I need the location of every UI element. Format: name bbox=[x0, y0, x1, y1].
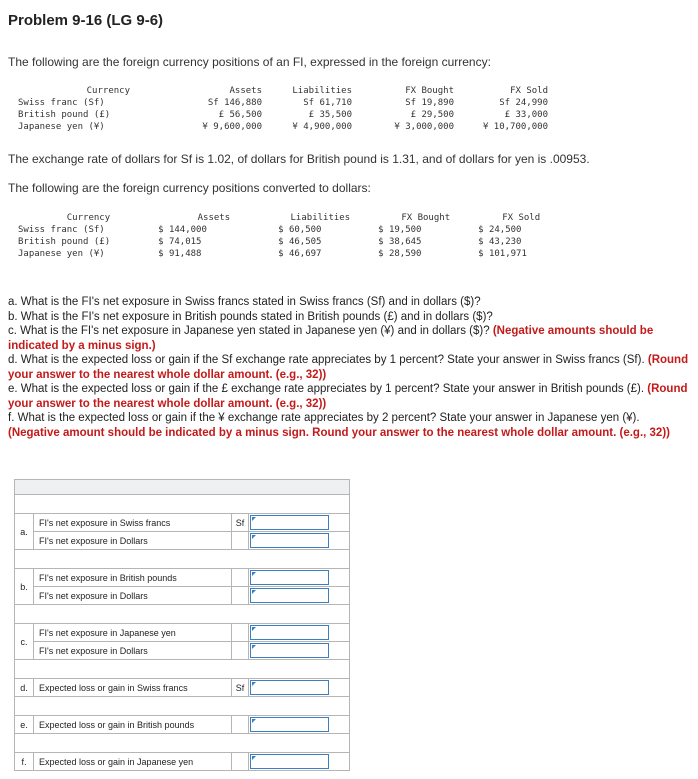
answer-label: FI's net exposure in British pounds bbox=[34, 569, 232, 587]
cell bbox=[450, 248, 540, 260]
table-row bbox=[18, 224, 540, 236]
question-e bbox=[8, 382, 692, 411]
answer-label: FI's net exposure in Japanese yen bbox=[34, 624, 232, 642]
cell-text: $ 38,645 bbox=[378, 237, 422, 247]
row-letter: a. bbox=[15, 514, 34, 550]
cell-text: $ 91,488 bbox=[158, 249, 202, 259]
cell: ¥ 3,000,000 bbox=[394, 122, 454, 132]
spacer-cell bbox=[15, 495, 350, 514]
col-fx-sold: FX Sold bbox=[502, 213, 541, 223]
currency-symbol: Sf bbox=[232, 679, 249, 697]
row-letter: b. bbox=[15, 569, 34, 605]
question-e-instruction: (Round your answer to the nearest whole dollar amount. (e.g., 32)) bbox=[8, 383, 688, 410]
table-header-row bbox=[18, 212, 540, 224]
col-liabilities: Liabilities bbox=[292, 86, 352, 96]
currency-symbol: Sf bbox=[232, 514, 249, 532]
col-assets: Assets bbox=[229, 86, 262, 96]
question-f bbox=[8, 411, 692, 440]
table-row bbox=[18, 121, 548, 133]
intro-text: The following are the foreign currency positions of an FI, expressed in the foreign currency: bbox=[8, 55, 491, 69]
cell: Japanese yen (¥) bbox=[18, 249, 105, 259]
spacer-cell bbox=[15, 697, 350, 716]
currency-cell bbox=[232, 753, 249, 771]
cell-text: $ 144,000 bbox=[158, 225, 207, 235]
spacer-cell bbox=[15, 734, 350, 753]
cell: Swiss franc (Sf) bbox=[18, 225, 105, 235]
cell-text: $ 24,500 bbox=[478, 225, 522, 235]
question-f-text: f. What is the expected loss or gain if the ¥ exchange rate appreciates by 2 percent? State your answer in Japanese yen (¥). bbox=[8, 412, 640, 424]
col-liabilities: Liabilities bbox=[290, 213, 351, 223]
question-c bbox=[8, 324, 692, 353]
cell: ¥ 9,600,000 bbox=[202, 122, 262, 132]
cell bbox=[350, 248, 450, 260]
table-row bbox=[18, 109, 548, 121]
answer-cell bbox=[249, 679, 350, 697]
col-currency: Currency bbox=[86, 86, 130, 96]
cell bbox=[110, 224, 230, 236]
answer-input-c-dollars[interactable] bbox=[250, 643, 329, 658]
question-d-instruction: (Round your answer to the nearest whole dollar amount. (e.g., 32)) bbox=[8, 354, 689, 381]
cell bbox=[450, 236, 540, 248]
cell: Swiss franc (Sf) bbox=[18, 98, 105, 108]
answer-label: Expected loss or gain in British pounds bbox=[34, 716, 232, 734]
spacer-row bbox=[15, 660, 350, 679]
col-assets: Assets bbox=[197, 213, 231, 223]
answer-input-b-pounds[interactable] bbox=[250, 570, 329, 585]
cell-text: $ 46,697 bbox=[278, 249, 322, 259]
answer-cell bbox=[249, 569, 350, 587]
spacer-row bbox=[15, 734, 350, 753]
answer-label: FI's net exposure in Dollars bbox=[34, 642, 232, 660]
col-currency: Currency bbox=[66, 213, 111, 223]
questions-block bbox=[8, 295, 692, 440]
foreign-currency-table bbox=[18, 85, 548, 133]
answer-label: FI's net exposure in Dollars bbox=[34, 587, 232, 605]
cell: £ 33,000 bbox=[504, 110, 548, 120]
question-d-text: d. What is the expected loss or gain if the Sf exchange rate appreciates by 1 percent? State your answer in Swiss francs (Sf). bbox=[8, 354, 645, 366]
question-a: a. What is the FI's net exposure in Swiss francs stated in Swiss francs (Sf) and in dollars ($)? bbox=[8, 296, 481, 308]
answer-label: FI's net exposure in Swiss francs bbox=[34, 514, 232, 532]
cell-text: $ 46,505 bbox=[278, 237, 322, 247]
cell: Japanese yen (¥) bbox=[18, 122, 105, 132]
answer-row-c1 bbox=[15, 624, 350, 642]
table-row bbox=[18, 236, 540, 248]
answer-input-a-dollars[interactable] bbox=[250, 533, 329, 548]
cell: £ 29,500 bbox=[410, 110, 454, 120]
spacer-cell bbox=[15, 550, 350, 569]
cell bbox=[230, 248, 350, 260]
cell: Sf 61,710 bbox=[303, 98, 352, 108]
cell: Sf 19,890 bbox=[405, 98, 454, 108]
answer-cell bbox=[249, 716, 350, 734]
spacer-row bbox=[15, 605, 350, 624]
question-c-text: c. What is the FI's net exposure in Japanese yen stated in Japanese yen (¥) and in dollars ($)? bbox=[8, 325, 490, 337]
answer-input-f[interactable] bbox=[250, 754, 329, 769]
cell: British pound (£) bbox=[18, 237, 111, 247]
answer-row-b1 bbox=[15, 569, 350, 587]
answer-table-header bbox=[15, 480, 350, 495]
answer-label: Expected loss or gain in Swiss francs bbox=[34, 679, 232, 697]
col-fx-sold: FX Sold bbox=[510, 86, 548, 96]
cell: Sf 24,990 bbox=[499, 98, 548, 108]
question-d bbox=[8, 353, 692, 382]
currency-cell bbox=[232, 532, 249, 550]
row-letter: d. bbox=[15, 679, 34, 697]
row-letter: f. bbox=[15, 753, 34, 771]
cell: £ 35,500 bbox=[308, 110, 352, 120]
cell-text: $ 28,590 bbox=[378, 249, 422, 259]
spacer-cell bbox=[15, 605, 350, 624]
spacer-cell bbox=[15, 660, 350, 679]
currency-cell bbox=[232, 587, 249, 605]
cell: Sf 146,880 bbox=[207, 98, 262, 108]
cell: ¥ 4,900,000 bbox=[292, 122, 352, 132]
table-header-row bbox=[18, 85, 548, 97]
problem-title: Problem 9-16 (LG 9-6) bbox=[8, 12, 164, 29]
question-f-instruction: (Negative amount should be indicated by a minus sign. Round your answer to the nearest whole dollar amount. (e.g., 32)) bbox=[8, 426, 670, 439]
cell bbox=[350, 236, 450, 248]
cell: £ 56,500 bbox=[218, 110, 262, 120]
col-fx-bought: FX Bought bbox=[405, 86, 454, 96]
cell: ¥ 10,700,000 bbox=[482, 122, 548, 132]
answer-row-f bbox=[15, 753, 350, 771]
cell bbox=[450, 224, 540, 236]
answer-row-a2 bbox=[15, 532, 350, 550]
answer-input-d[interactable] bbox=[250, 680, 329, 695]
answer-cell bbox=[249, 753, 350, 771]
cell bbox=[350, 224, 450, 236]
question-e-text: e. What is the expected loss or gain if the £ exchange rate appreciates by 1 percent? State your answer in British pounds (£). bbox=[8, 383, 645, 395]
col-fx-bought: FX Bought bbox=[401, 213, 451, 223]
answer-cell bbox=[249, 624, 350, 642]
answer-row-e bbox=[15, 716, 350, 734]
spacer-row bbox=[15, 495, 350, 514]
answer-cell bbox=[249, 532, 350, 550]
cell bbox=[230, 224, 350, 236]
answer-cell bbox=[249, 642, 350, 660]
answer-row-c2 bbox=[15, 642, 350, 660]
answer-input-e[interactable] bbox=[250, 717, 329, 732]
cell-text: $ 74,015 bbox=[158, 237, 202, 247]
cell-text: $ 101,971 bbox=[478, 249, 527, 259]
cell bbox=[230, 236, 350, 248]
answer-input-c-yen[interactable] bbox=[250, 625, 329, 640]
exchange-rate-text: The exchange rate of dollars for Sf is 1.02, of dollars for British pound is 1.31, and of dollars for yen is .00953. bbox=[8, 152, 590, 166]
currency-cell bbox=[232, 569, 249, 587]
cell: British pound (£) bbox=[18, 110, 111, 120]
cell-text: $ 19,500 bbox=[378, 225, 422, 235]
currency-cell bbox=[232, 716, 249, 734]
currency-cell bbox=[232, 624, 249, 642]
answer-input-a-sf[interactable] bbox=[250, 515, 329, 530]
spacer-row bbox=[15, 550, 350, 569]
cell-text: $ 43,230 bbox=[478, 237, 522, 247]
header-cell bbox=[15, 480, 350, 495]
answer-cell bbox=[249, 587, 350, 605]
cell bbox=[110, 248, 230, 260]
answer-cell bbox=[249, 514, 350, 532]
answer-input-b-dollars[interactable] bbox=[250, 588, 329, 603]
cell bbox=[110, 236, 230, 248]
question-c-instruction: (Negative amounts should be indicated by a minus sign.) bbox=[8, 325, 654, 352]
row-letter: c. bbox=[15, 624, 34, 660]
spacer-row bbox=[15, 697, 350, 716]
currency-cell bbox=[232, 642, 249, 660]
answer-label: FI's net exposure in Dollars bbox=[34, 532, 232, 550]
answer-row-a1 bbox=[15, 514, 350, 532]
cell-text: $ 60,500 bbox=[278, 225, 322, 235]
answer-table bbox=[14, 479, 350, 771]
table-row bbox=[18, 97, 548, 109]
answer-row-b2 bbox=[15, 587, 350, 605]
converted-intro-text: The following are the foreign currency positions converted to dollars: bbox=[8, 181, 371, 195]
answer-row-d bbox=[15, 679, 350, 697]
row-letter: e. bbox=[15, 716, 34, 734]
question-b: b. What is the FI's net exposure in British pounds stated in British pounds (£) and in dollars ($)? bbox=[8, 310, 493, 323]
dollar-positions-table bbox=[18, 212, 540, 260]
table-row bbox=[18, 248, 540, 260]
answer-label: Expected loss or gain in Japanese yen bbox=[34, 753, 232, 771]
